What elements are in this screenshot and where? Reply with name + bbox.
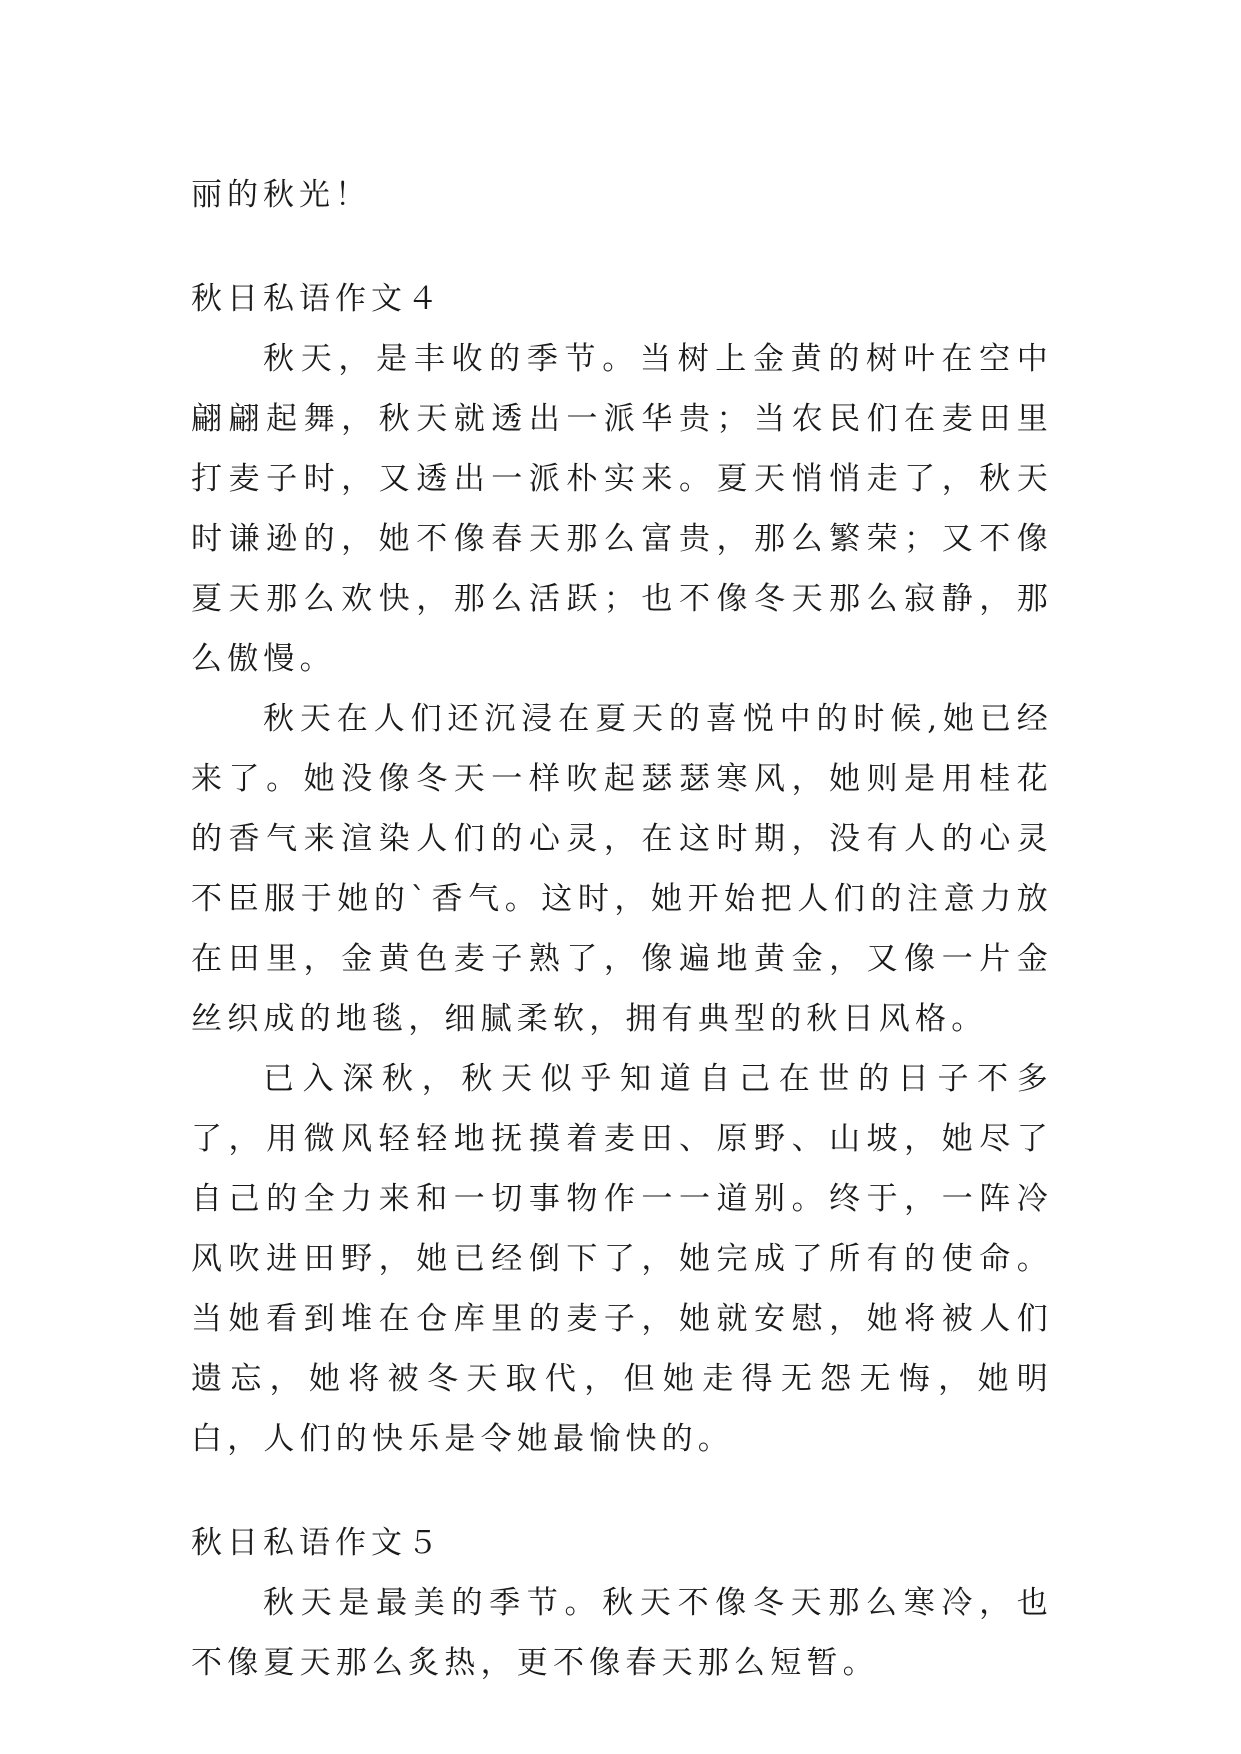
essay-section-5 bbox=[191, 1513, 1053, 1693]
section-title: 秋日私语作文４ bbox=[191, 281, 443, 317]
paragraph: 秋天是最美的季节。秋天不像冬天那么寒冷，也不像夏天那么炙热，更不像春天那么短暂。 bbox=[191, 1585, 1053, 1681]
section-divider-space bbox=[191, 1469, 1053, 1513]
paragraph: 秋天在人们还沉浸在夏天的喜悦中的时候,她已经来了。她没像冬天一样吹起瑟瑟寒风，她则是用桂花的香气来渲染人们的心灵，在这时期，没有人的心灵不臣服于她的`香气。这时，她开始把人们的注意力放在田里，金黄色麦子熟了，像遍地黄金，又像一片金丝织成的地毯，细腻柔软，拥有典型的秋日风格。 bbox=[191, 701, 1053, 1037]
paragraph: 秋天，是丰收的季节。当树上金黄的树叶在空中翩翩起舞，秋天就透出一派华贵；当农民们在麦田里打麦子时，又透出一派朴实来。夏天悄悄走了，秋天时谦逊的，她不像春天那么富贵，那么繁荣；又不像夏天那么欢快，那么活跃；也不像冬天那么寂静，那么傲慢。 bbox=[191, 341, 1053, 677]
section-title: 秋日私语作文５ bbox=[191, 1525, 443, 1561]
essay-section-4 bbox=[191, 269, 1053, 1469]
document-body bbox=[191, 165, 1053, 1693]
paragraph: 已入深秋，秋天似乎知道自己在世的日子不多了，用微风轻轻地抚摸着麦田、原野、山坡，她尽了自己的全力来和一切事物作一一道别。终于，一阵冷风吹进田野，她已经倒下了，她完成了所有的使命。当她看到堆在仓库里的麦子，她就安慰，她将被人们遗忘，她将被冬天取代，但她走得无怨无悔，她明白，人们的快乐是令她最愉快的。 bbox=[191, 1061, 1053, 1457]
continuation-text: 丽的秋光！ bbox=[191, 177, 371, 213]
